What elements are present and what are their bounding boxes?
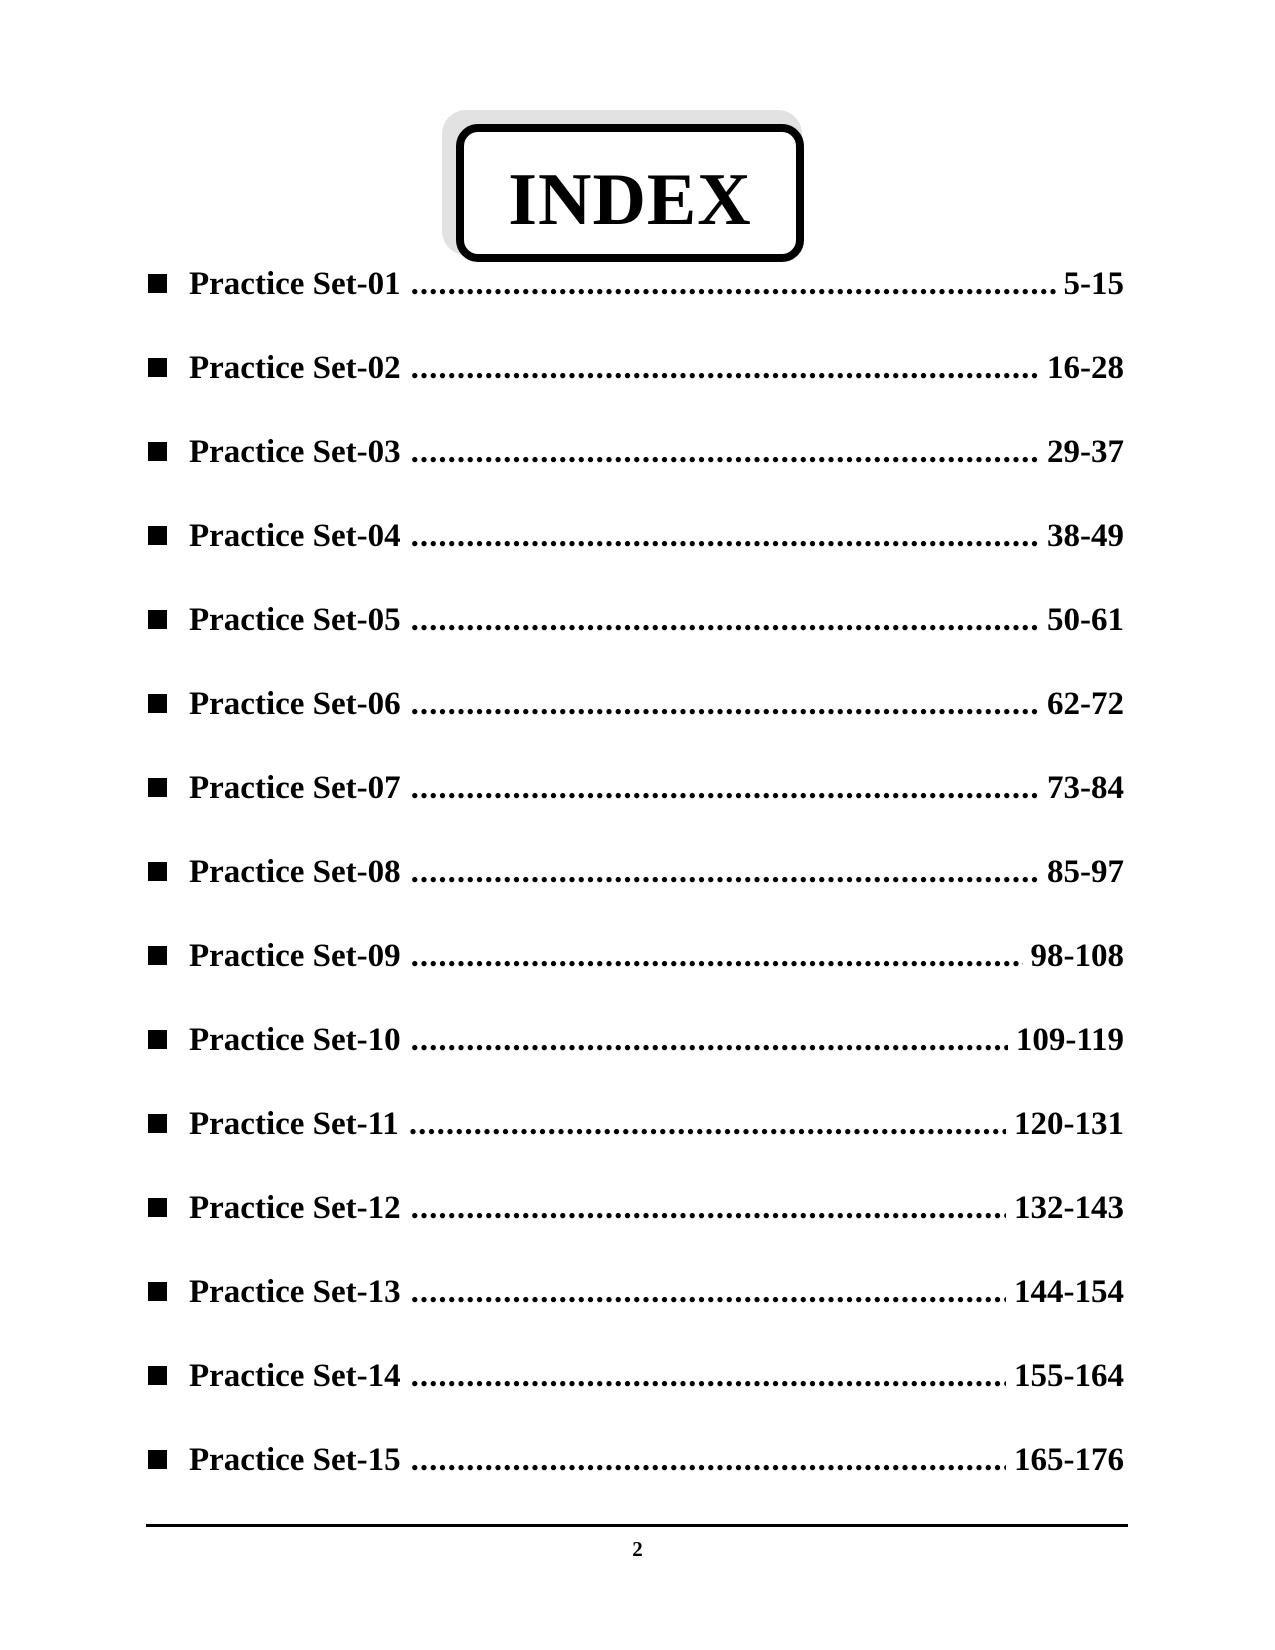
dot-leader xyxy=(411,688,1039,721)
black-square-icon xyxy=(148,1450,167,1469)
dot-leader xyxy=(411,1276,1006,1309)
entry-page-range: 38-49 xyxy=(1047,520,1124,554)
entry-page-range: 73-84 xyxy=(1047,772,1124,806)
dot-leader xyxy=(411,352,1039,385)
black-square-icon xyxy=(148,778,167,797)
black-square-icon xyxy=(148,1114,167,1133)
index-entry[interactable] xyxy=(148,1360,1124,1444)
entry-label: Practice Set-04 xyxy=(189,520,401,554)
entry-label: Practice Set-15 xyxy=(189,1444,401,1478)
entry-label: Practice Set-12 xyxy=(189,1192,401,1226)
index-entry[interactable] xyxy=(148,772,1124,856)
dot-leader xyxy=(411,940,1023,973)
footer-divider xyxy=(146,1524,1128,1527)
black-square-icon xyxy=(148,274,167,293)
entry-page-range: 98-108 xyxy=(1030,940,1124,974)
entry-page-range: 109-119 xyxy=(1015,1024,1124,1058)
entry-label: Practice Set-10 xyxy=(189,1024,401,1058)
index-entry[interactable] xyxy=(148,604,1124,688)
entry-label: Practice Set-07 xyxy=(189,772,401,806)
entry-page-range: 50-61 xyxy=(1047,604,1124,638)
black-square-icon xyxy=(148,1030,167,1049)
entry-page-range: 29-37 xyxy=(1047,436,1124,470)
page-title: INDEX xyxy=(508,159,752,241)
index-entry[interactable] xyxy=(148,436,1124,520)
black-square-icon xyxy=(148,1366,167,1385)
entry-label: Practice Set-05 xyxy=(189,604,401,638)
entry-page-range: 62-72 xyxy=(1047,688,1124,722)
black-square-icon xyxy=(148,694,167,713)
dot-leader xyxy=(411,1024,1008,1057)
entry-label: Practice Set-06 xyxy=(189,688,401,722)
entry-label: Practice Set-01 xyxy=(189,268,401,302)
dot-leader xyxy=(411,1360,1006,1393)
index-entry[interactable] xyxy=(148,520,1124,604)
index-entry[interactable] xyxy=(148,1024,1124,1108)
black-square-icon xyxy=(148,1198,167,1217)
index-entry[interactable] xyxy=(148,268,1124,352)
entry-page-range: 155-164 xyxy=(1014,1360,1124,1394)
black-square-icon xyxy=(148,862,167,881)
dot-leader xyxy=(411,268,1056,301)
index-entry[interactable] xyxy=(148,940,1124,1024)
black-square-icon xyxy=(148,1282,167,1301)
entry-page-range: 165-176 xyxy=(1014,1444,1124,1478)
dot-leader xyxy=(411,436,1039,469)
index-entry[interactable] xyxy=(148,856,1124,940)
black-square-icon xyxy=(148,358,167,377)
dot-leader xyxy=(411,1192,1006,1225)
entry-page-range: 132-143 xyxy=(1014,1192,1124,1226)
dot-leader xyxy=(411,772,1039,805)
index-entry[interactable] xyxy=(148,688,1124,772)
index-entry[interactable] xyxy=(148,1192,1124,1276)
dot-leader xyxy=(411,856,1039,889)
black-square-icon xyxy=(148,610,167,629)
black-square-icon xyxy=(148,526,167,545)
index-title-badge xyxy=(442,110,822,270)
entry-page-range: 85-97 xyxy=(1047,856,1124,890)
entry-label: Practice Set-14 xyxy=(189,1360,401,1394)
dot-leader xyxy=(409,1108,1006,1141)
index-list xyxy=(148,268,1124,1528)
entry-page-range: 120-131 xyxy=(1014,1108,1124,1142)
index-entry[interactable] xyxy=(148,1276,1124,1360)
index-entry[interactable] xyxy=(148,352,1124,436)
entry-label: Practice Set-08 xyxy=(189,856,401,890)
index-entry[interactable] xyxy=(148,1108,1124,1192)
page-number: 2 xyxy=(632,1537,643,1561)
title-badge-frame xyxy=(456,124,804,262)
entry-page-range: 5-15 xyxy=(1063,268,1124,302)
entry-page-range: 144-154 xyxy=(1014,1276,1124,1310)
index-entry[interactable] xyxy=(148,1444,1124,1528)
dot-leader xyxy=(411,604,1039,637)
entry-label: Practice Set-09 xyxy=(189,940,401,974)
black-square-icon xyxy=(148,946,167,965)
dot-leader xyxy=(411,1444,1006,1477)
black-square-icon xyxy=(148,442,167,461)
dot-leader xyxy=(411,520,1039,553)
entry-label: Practice Set-11 xyxy=(189,1108,399,1142)
entry-page-range: 16-28 xyxy=(1047,352,1124,386)
entry-label: Practice Set-13 xyxy=(189,1276,401,1310)
entry-label: Practice Set-02 xyxy=(189,352,401,386)
entry-label: Practice Set-03 xyxy=(189,436,401,470)
